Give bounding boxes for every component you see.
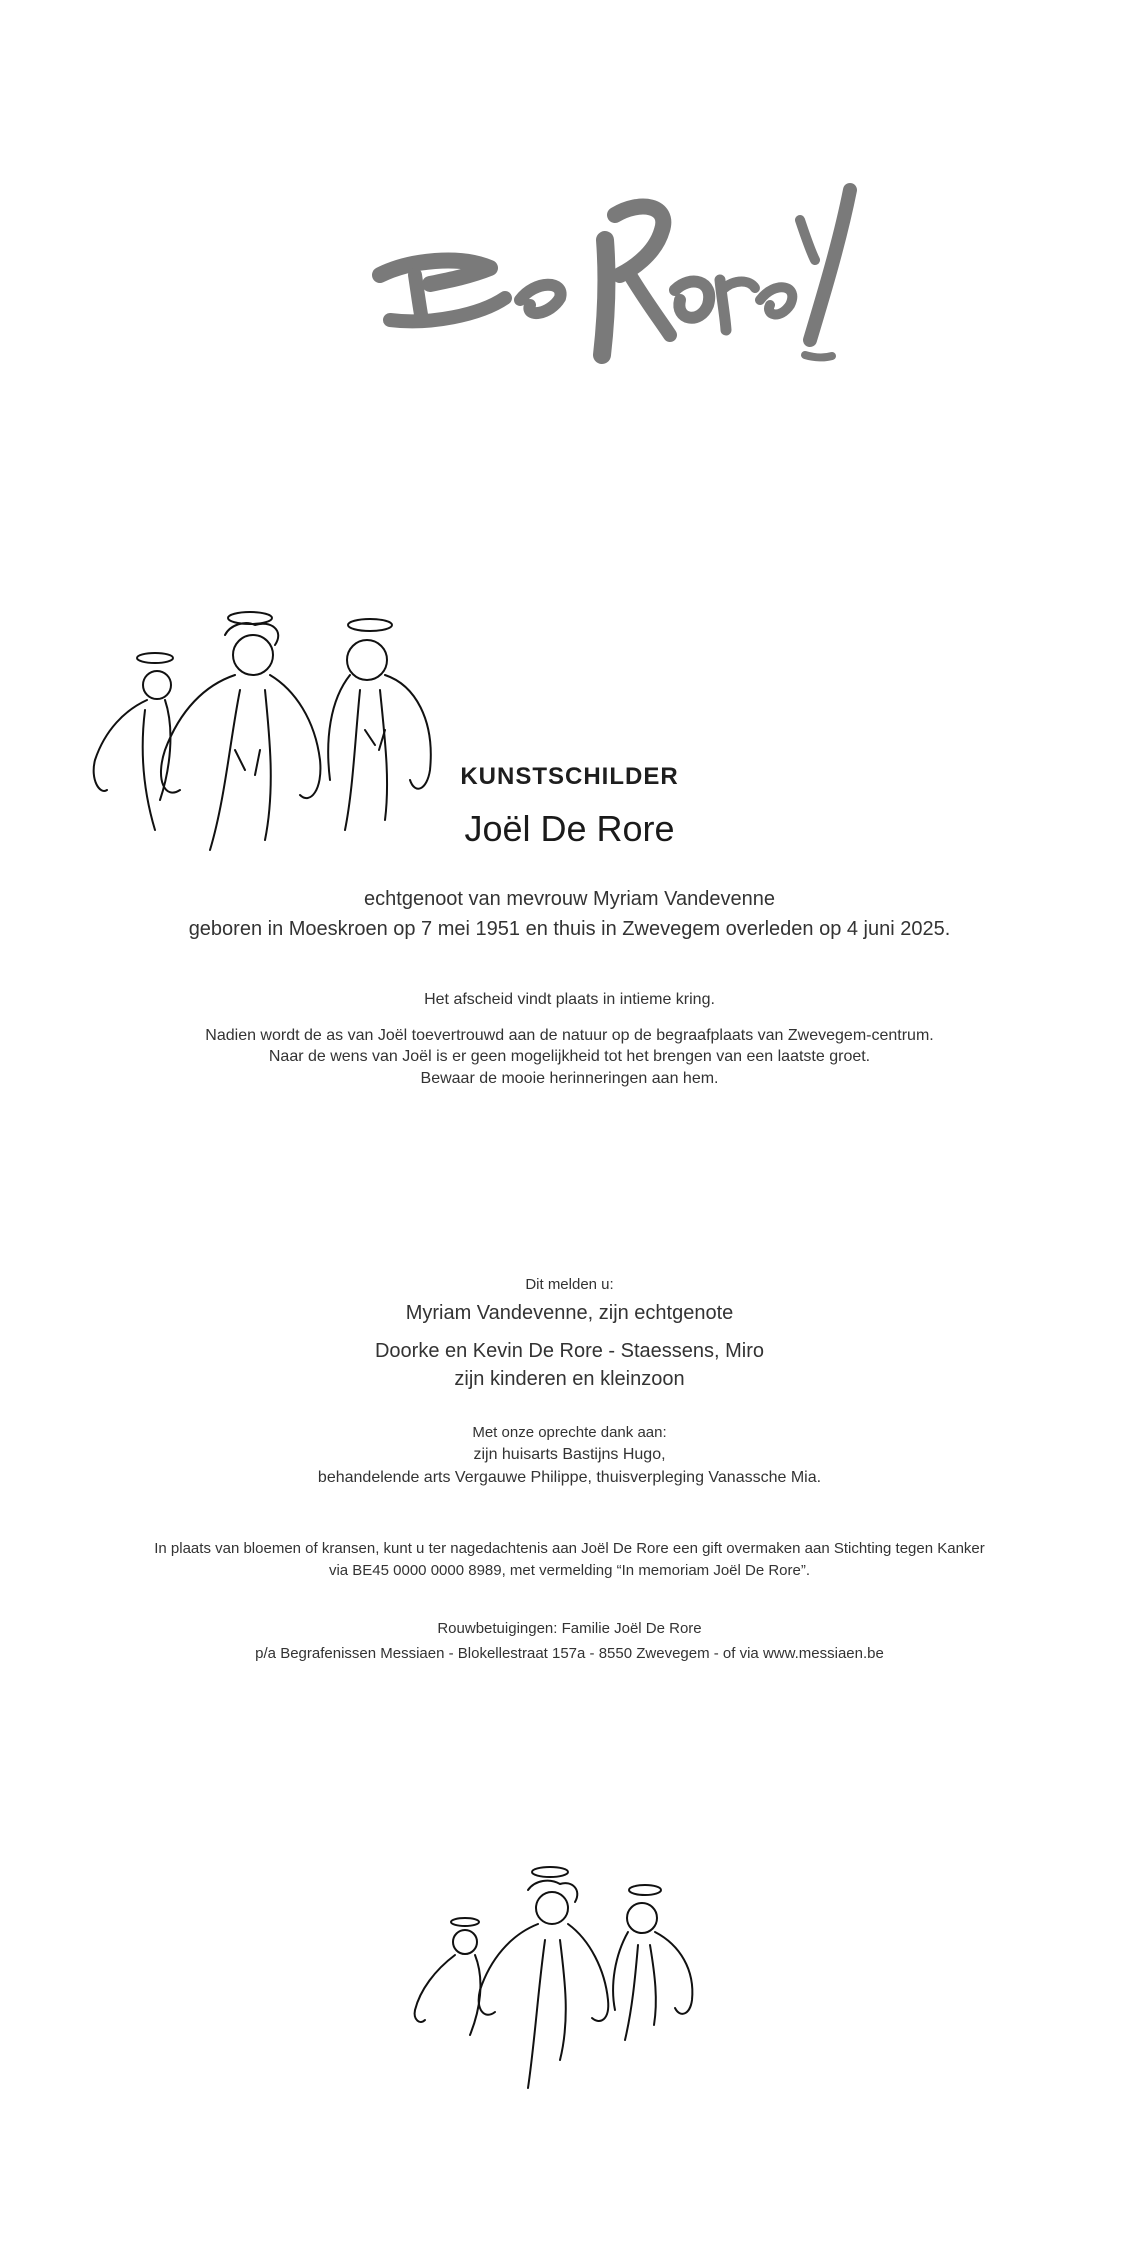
thanks-line-2: behandelende arts Vergauwe Philippe, thuisverpleging Vanassche Mia. (317, 1469, 822, 1486)
thanks-line-1: zijn huisarts Bastijns Hugo, (473, 1446, 666, 1463)
donation-line-1: In plaats van bloemen of kransen, kunt u ter nagedachtenis aan Joël De Rore een gift overmaken aan Stichting tegen Kanker (154, 1540, 985, 1557)
donation-line-2: via BE45 0000 0000 8989, met vermelding “In memoriam Joël De Rore”. (328, 1562, 811, 1579)
signature-logo (370, 180, 890, 390)
farewell-line-3: Naar de wens van Joël is er geen mogelijkheid tot het brengen van een laatste groet. (268, 1048, 871, 1065)
occupation: KUNSTSCHILDER (460, 763, 679, 790)
spouse-line: echtgenoot van mevrouw Myriam Vandevenne (364, 888, 775, 910)
announcer-children: Doorke en Kevin De Rore - Staessens, Miro (374, 1340, 765, 1362)
deceased-name: Joël De Rore (464, 808, 675, 849)
condolences-line-2: p/a Begrafenissen Messiaen - Blokellestraat 157a - 8550 Zwevegem - of via www.messiaen.be (255, 1645, 884, 1662)
condolences-line-1: Rouwbetuigingen: Familie Joël De Rore (437, 1620, 702, 1637)
angels-drawing-bottom (410, 1860, 710, 2100)
announcer-children-role: zijn kinderen en kleinzoon (454, 1368, 685, 1390)
announcer-spouse: Myriam Vandevenne, zijn echtgenote (405, 1302, 734, 1324)
birth-death-line: geboren in Moeskroen op 7 mei 1951 en thuis in Zwevegem overleden op 4 juni 2025. (188, 918, 951, 940)
announcers-intro: Dit melden u: (525, 1276, 614, 1293)
farewell-line-4: Bewaar de mooie herinneringen aan hem. (420, 1070, 719, 1087)
thanks-intro: Met onze oprechte dank aan: (472, 1424, 667, 1441)
farewell-line-2: Nadien wordt de as van Joël toevertrouwd aan de natuur op de begraafplaats van Zwevegem-centrum. (205, 1027, 934, 1044)
farewell-line-1: Het afscheid vindt plaats in intieme kring. (424, 991, 715, 1008)
